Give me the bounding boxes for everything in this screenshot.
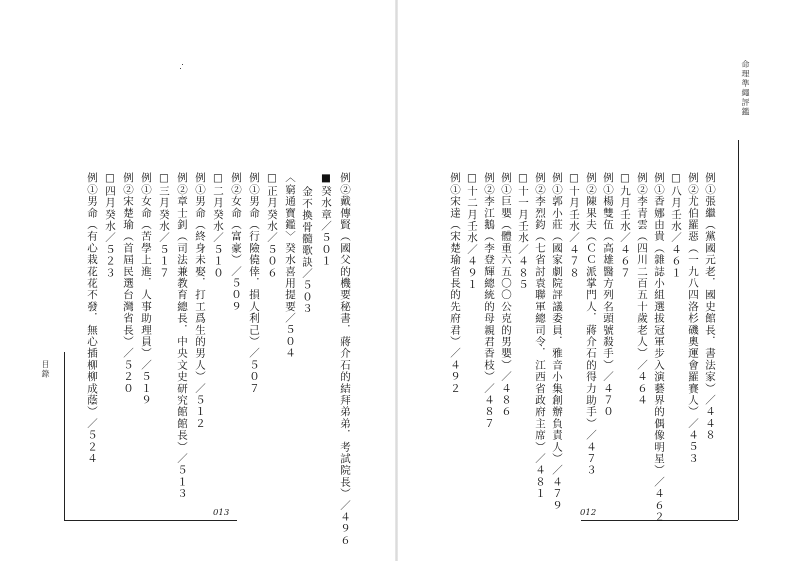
page-rule-horizontal xyxy=(64,520,237,521)
toc-entry: 例①男命（行險僥倖．損人利己）／５０７ xyxy=(248,172,260,395)
toc-section: □二月癸水／５１０ xyxy=(212,172,224,279)
left-page xyxy=(0,0,396,561)
toc-section: □八月壬水／４６１ xyxy=(670,172,682,279)
toc-entry: 例②李烈鈞（七省討袁聯軍總司令．江西省政府主席）／４８１ xyxy=(534,172,546,500)
toc-entry: 例①楊雙伍（高雄醫方列名頭號殺手）／４７０ xyxy=(602,172,614,418)
toc-entry: 〈窮通寶鑑〉癸水喜用提要／５０４ xyxy=(284,172,296,360)
toc-section: □三月癸水／５１７ xyxy=(158,172,170,279)
page-number: 013 xyxy=(213,508,230,518)
toc-entry: 例②戴傳賢（國父的機要秘書．蔣介石的結拜弟弟．考試院長）／４９６ xyxy=(339,172,351,547)
toc-section: □正月癸水／５０６ xyxy=(266,172,278,279)
toc-entry: 例①女命（苦學上進．人事助理員）／５１９ xyxy=(140,172,152,406)
page-header: 目錄 xyxy=(41,360,50,379)
toc-entry: 例②章士釗（司法兼教育總長．中央文史研究館館長）／５１３ xyxy=(176,172,188,500)
toc-entry: 例②李青雲（四川二百五十歲老人）／４６４ xyxy=(636,172,648,406)
page-rule-vertical xyxy=(738,140,739,520)
page-rule-vertical xyxy=(64,352,65,520)
toc-entry: 例①巨嬰（體重六五〇〇公克的男嬰）／４８６ xyxy=(500,172,512,418)
scan-speck xyxy=(180,68,181,69)
toc-entry: 例②女命（富豪）／５０９ xyxy=(230,172,242,313)
toc-entry: 例①香娜由貴（雜誌小組選拔冠軍步入演藝界的偶像明星）／４６２ xyxy=(653,172,665,523)
toc-entry: 例②尤伯羅惡（一九八四洛杉磯奧運會羅賽人）／４５３ xyxy=(687,172,699,465)
toc-entry: 例②李江鵝（李登輝總統的母親君香枝）／４８７ xyxy=(483,172,495,430)
scan-speck xyxy=(182,64,183,65)
toc-entry: 例①張繼（黨國元老．國史館長．書法家）／４４８ xyxy=(704,172,716,442)
toc-section: □四月癸水／５２３ xyxy=(104,172,116,279)
toc-section: □十一月壬水／４８５ xyxy=(517,172,529,291)
toc-entry: 例①郭小莊（國家劇院評議委員．雅音小集創辦負責人）／４７９ xyxy=(551,172,563,512)
toc-chapter-heading: ■癸水章／５０１ xyxy=(320,172,332,268)
toc-section: □十月壬水／４７８ xyxy=(568,172,580,279)
toc-section: □九月壬水／４６７ xyxy=(619,172,631,279)
page-number: 012 xyxy=(580,508,597,518)
toc-entry: 例②陳果夫（ＣＣ派掌門人．蔣介石的得力助手）／４７３ xyxy=(585,172,597,477)
toc-entry: 金不換骨髓歌訣／５０３ xyxy=(301,186,313,315)
toc-entry: 例①男命（有心栽花花不發．無心插柳柳成蔭）／５２４ xyxy=(86,172,98,465)
toc-section: □十二月壬水／４９１ xyxy=(466,172,478,291)
toc-entry: 例②宋楚瑜（首屆民選台灣省長）／５２０ xyxy=(122,172,134,395)
toc-entry: 例①宋達（宋楚瑜省長的先府君）／４９２ xyxy=(449,172,461,395)
right-page xyxy=(397,0,793,561)
toc-entry: 例①男命（終身未娶．打工爲生的男人）／５１２ xyxy=(194,172,206,430)
page-header: 命理準繩評鑑 xyxy=(741,60,750,117)
